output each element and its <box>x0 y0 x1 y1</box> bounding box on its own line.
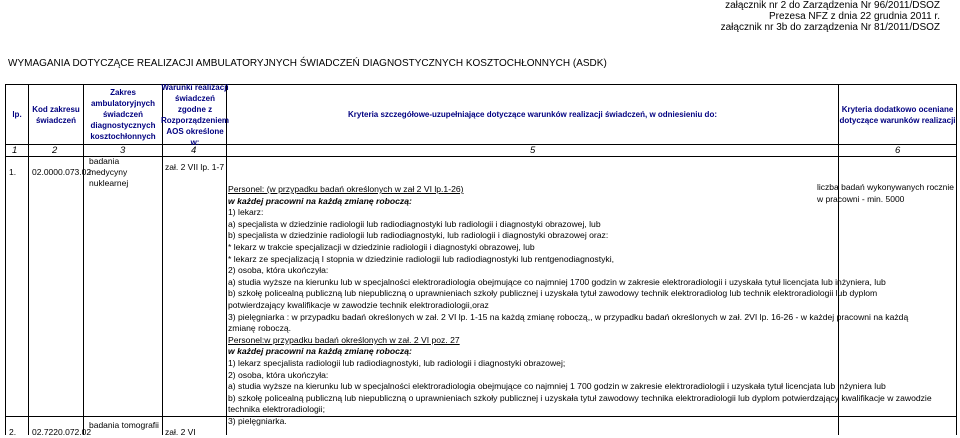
kryteria-line: 2) osoba, która ukończyła: <box>228 369 329 380</box>
kryteria-line: potwierdzający kwalifikacje w zawodzie technik elektroradiologii,oraz <box>228 300 489 310</box>
kryteria-line: b) szkołę policealną publiczną lub niepubliczną o uprawnieniach szkoły publicznej i uzyskała tytuł zawodowy technik elektroradiolog lub technik elektroradiologii lub dyplom <box>228 288 878 299</box>
kryteria-line: Personel: (w przypadku badań określonych w zał 2 VI lp.1-26) <box>228 184 464 194</box>
header-line-1: załącznik nr 2 do Zarządzenia Nr 96/2011/DSOZ <box>725 0 940 11</box>
kryteria-line: 1) lekarz specjalista radiologii lub radiodiagnostyki, lub radiologii i diagnostyki obrazowej; <box>228 358 566 368</box>
kryteria-line: 1) lekarz: <box>228 207 264 218</box>
kryteria-line: Personel:w przypadku badań określonych w zał. 2 VI poz. 27 <box>228 334 460 345</box>
kryteria-line: w każdej pracowni na każdą zmianę roboczą: <box>228 346 412 357</box>
table-right-border <box>956 84 957 435</box>
col-header-zakres: Zakres ambulatoryjnych świadczeń diagnostycznych kosztochłonnych <box>90 88 156 141</box>
kryteria-line: 3) pielęgniarka : w przypadku badań określonych w zał. 2 VI lp. 1-15 na każdą zmianę roboczą,, w przypadku badań określonych w zał. 2VI lp. 16-26 - w każdej pracowni na każdą <box>228 311 909 322</box>
col-number-3: 3 <box>120 145 126 156</box>
row1-lp: 1. <box>9 167 17 177</box>
kryteria-line: 2) osoba, która ukończyła: <box>228 265 329 276</box>
col-number-6: 6 <box>895 145 901 156</box>
header-line-3: załącznik nr 3b do zarządzenia Nr 81/2011/DSOZ <box>720 22 940 33</box>
kryteria-line: technika elektroradiologii; <box>228 404 325 415</box>
row1-zakres-text: badania medycyny nuklearnej <box>89 156 129 188</box>
kryteria-line: * lekarz w trakcie specjalizacji w dziedzinie radiologii i diagnostyki obrazowej, lub <box>228 242 535 252</box>
kryteria-line: w każdej pracowni na każdą zmianę roboczą: <box>228 195 412 206</box>
row1-warunki: zał. 2 VII lp. 1-7 <box>165 162 225 172</box>
col-header-warunki: Warunki realizacji świadczeń zgodne z Rozporządzeniem AOS określone w: <box>161 82 230 147</box>
row2-warunki: zał. 2 VI <box>165 427 196 437</box>
col-number-2: 2 <box>52 145 58 156</box>
row1-dodatkowe-1: liczba badań wykonywanych rocznie <box>817 182 955 192</box>
kryteria-line: b) specjalista w dziedzinie radiologii lub radiodiagnostyki, lub radiologii i diagnostyki obrazowej oraz: <box>228 230 609 241</box>
col-header-kryteria: Kryteria szczegółowe-uzupełniające dotyczące warunków realizacji świadczeń, w odniesieniu do: <box>348 110 717 119</box>
kryteria-line: a) studia wyższe na kierunku lub w specjalności elektroradiologia obejmujące co najmniej 1700 godzin w zakresie elektroradiologii i uzyskała tytuł licencjata lub inżyniera, lub <box>228 276 886 287</box>
kryteria-line: b) szkołę policealną publiczną lub niepubliczną o uprawnieniach szkoły publicznej i uzyskała tytuł zawodowy technika elektroradiologii lub dyplom potwierdzający kwalifikacje w zawodzie <box>228 392 932 403</box>
document-header <box>721 0 940 33</box>
row2-lp: 2. <box>9 427 17 437</box>
col-header-dodatkowe: Kryteria dodatkowo oceniane dotyczące warunków realizacji <box>839 104 956 125</box>
row2-zakres: badania tomografii <box>89 420 159 430</box>
row1-dodatkowe-2: w pracowni - min. 5000 <box>817 194 905 204</box>
col-header-lp: lp. <box>12 110 22 119</box>
col-number-1: 1 <box>12 145 18 156</box>
kryteria-line: 3) pielęgniarka. <box>228 416 287 426</box>
document-title: WYMAGANIA DOTYCZĄCE REALIZACJI AMBULATORYJNYCH ŚWIADCZEŃ DIAGNOSTYCZNYCH KOSZTOCHŁONNYCH (ASDK) <box>8 58 607 69</box>
col-number-4: 4 <box>191 145 197 156</box>
row-separator <box>5 416 957 417</box>
col-header-kod: Kod zakresu świadczeń <box>32 104 80 125</box>
kryteria-line: a) studia wyższe na kierunku lub w specjalności elektroradiologia obejmujące co najmniej 1 700 godzin w zakresie elektroradiologii i uzyskała tytuł licencjata lub inżyniera lub <box>228 381 886 392</box>
kryteria-line: * lekarz ze specjalizacją I stopnia w dziedzinie radiologii lub radiodiagnostyki lub rentgenodiagnostyki, <box>228 253 614 264</box>
kryteria-line: zmianę roboczą. <box>228 323 292 334</box>
header-bottom-border <box>5 144 957 145</box>
header-line-2: Prezesa NFZ z dnia 22 grudnia 2011 r. <box>768 11 940 22</box>
row2-kod: 02.7220.072.02 <box>32 427 92 437</box>
col-number-5: 5 <box>530 145 536 156</box>
row1-kod: 02.0000.073.02 <box>32 167 92 177</box>
col-divider-2 <box>83 84 84 435</box>
row1-zakres <box>89 156 159 189</box>
kryteria-line: a) specjalista w dziedzinie radiologii lub radiodiagnostyki lub radiologii i diagnostyki obrazowej, lub <box>228 218 601 229</box>
